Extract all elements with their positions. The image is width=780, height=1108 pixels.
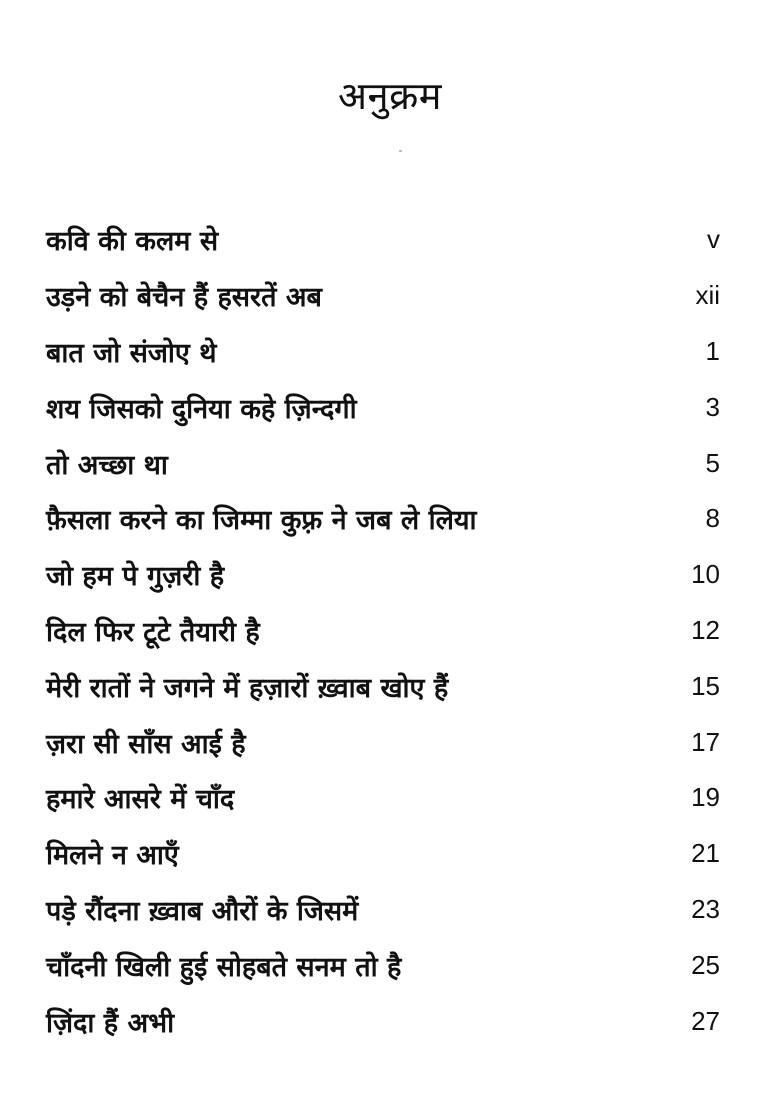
toc-entry-title: बात जो संजोए थे: [46, 337, 217, 369]
toc-entry-page: 23: [691, 893, 720, 924]
toc-entry-page: 17: [691, 726, 720, 757]
toc-entry-page: 12: [691, 614, 720, 645]
toc-entry-title: दिल फिर टूटे तैयारी है: [46, 616, 260, 648]
toc-entry-title: ज़रा सी साँस आई है: [46, 728, 246, 760]
toc-entry: [46, 826, 720, 882]
toc-entry: [46, 212, 720, 268]
toc-entry: [46, 491, 720, 547]
toc-entry-page: 1: [705, 335, 720, 366]
toc-entry-page: 15: [691, 670, 720, 701]
toc-entry-title: तो अच्छा था: [46, 449, 168, 481]
toc-entry: [46, 714, 720, 770]
toc-entry: [46, 882, 720, 938]
toc-entry-page: 25: [691, 949, 720, 980]
scan-speck: [399, 150, 402, 152]
toc-entry: [46, 658, 720, 714]
toc-entry-page: 19: [691, 782, 720, 813]
toc-entry-page: 27: [691, 1005, 720, 1036]
toc-entry: [46, 993, 720, 1049]
toc-entry-page: 21: [691, 838, 720, 869]
toc-entry-page: 3: [705, 391, 720, 422]
toc-entry-title: मिलने न आएँ: [46, 840, 179, 872]
toc-entry: [46, 937, 720, 993]
toc-entry: [46, 324, 720, 380]
toc-entry-title: मेरी रातों ने जगने में हज़ारों ख़्वाब खोए हैं: [46, 672, 449, 704]
page-title: अनुक्रम: [337, 74, 443, 119]
toc-entry-page: xii: [695, 280, 720, 311]
toc-entry-page: 10: [691, 559, 720, 590]
toc-entry: [46, 379, 720, 435]
toc-entry: [46, 435, 720, 491]
toc-entry-title: जो हम पे गुज़री है: [46, 561, 225, 593]
toc-entry-title: हमारे आसरे में चाँद: [46, 784, 235, 816]
toc-entry-title: ज़िंदा हैं अभी: [46, 1007, 175, 1039]
table-of-contents: [46, 212, 720, 1049]
toc-entry-page: 8: [705, 503, 720, 534]
toc-entry: [46, 603, 720, 659]
toc-entry-title: पड़े रौंदना ख़्वाब औरों के जिसमें: [46, 895, 359, 927]
toc-entry-title: उड़ने को बेचैन हैं हसरतें अब: [46, 282, 322, 314]
toc-entry: [46, 268, 720, 324]
toc-entry-title: शय जिसको दुनिया कहे ज़िन्दगी: [46, 393, 357, 425]
toc-entry-page: v: [707, 224, 720, 255]
toc-entry-page: 5: [705, 447, 720, 478]
toc-entry: [46, 547, 720, 603]
toc-entry: [46, 770, 720, 826]
toc-entry-title: कवि की कलम से: [46, 226, 219, 258]
toc-entry-title: फ़ैसला करने का जिम्मा कुफ़्र ने जब ले लिया: [46, 505, 477, 537]
toc-entry-title: चाँदनी खिली हुई सोहबते सनम तो है: [46, 951, 402, 983]
